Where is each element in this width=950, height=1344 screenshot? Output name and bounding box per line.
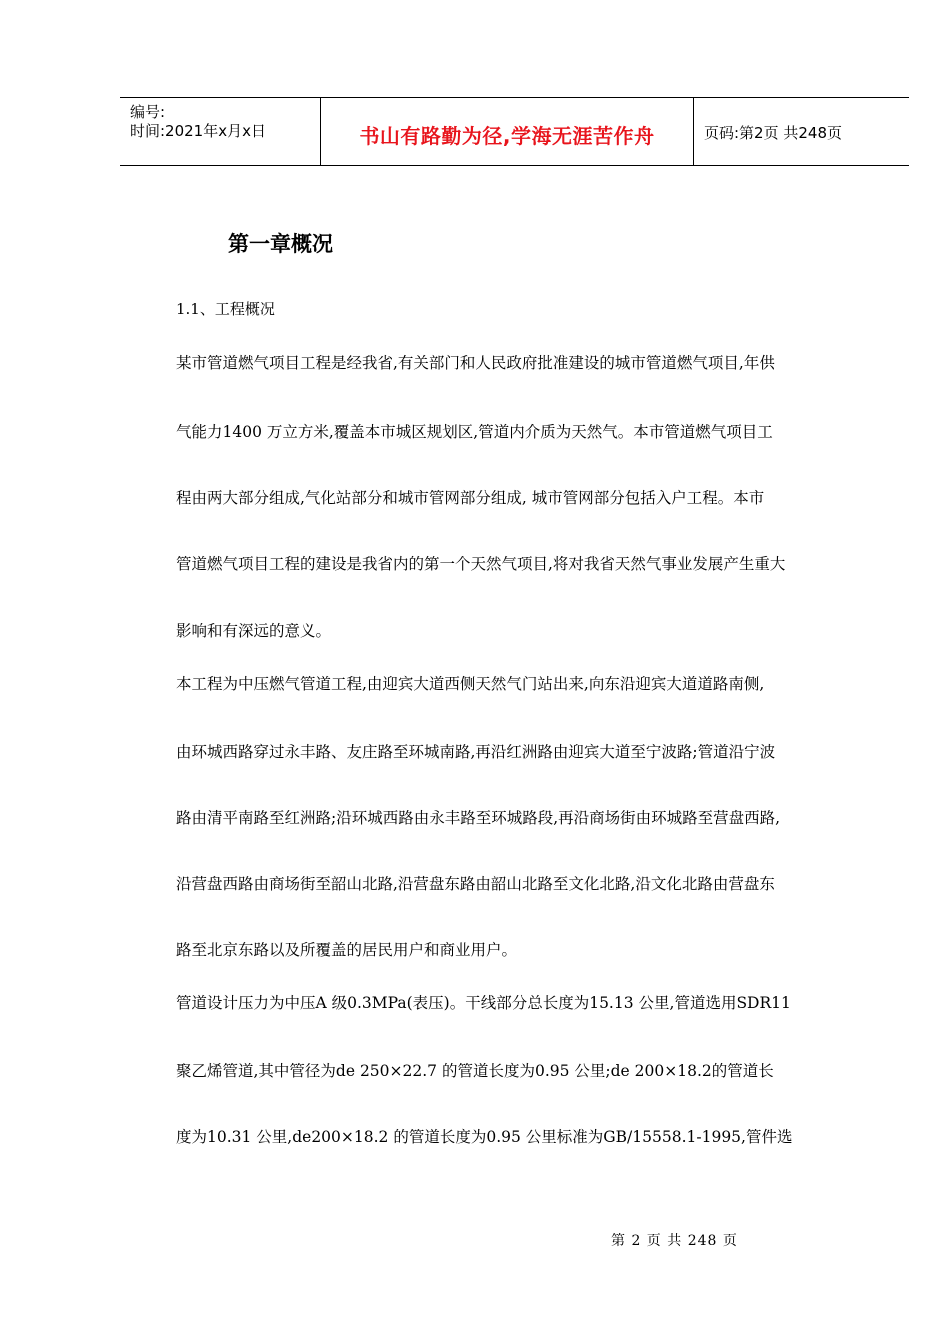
body-line: 路至北京东路以及所覆盖的居民用户和商业用户。 bbox=[176, 941, 518, 959]
body-line: 某市管道燃气项目工程是经我省,有关部门和人民政府批准建设的城市管道燃气项目,年供 bbox=[176, 354, 775, 372]
header-page-code: 页码:第2页 共248页 bbox=[704, 124, 842, 142]
body-line: 管道设计压力为中压A 级0.3MPa(表压)。干线部分总长度为15.13 公里,管道选用SDR11 bbox=[176, 994, 791, 1012]
body-line: 气能力1400 万立方米,覆盖本市城区规划区,管道内介质为天然气。本市管道燃气项目工 bbox=[176, 423, 773, 441]
body-line: 由环城西路穿过永丰路、友庄路至环城南路,再沿红洲路由迎宾大道至宁波路;管道沿宁波 bbox=[176, 743, 776, 761]
document-time: 时间:2021年x月x日 bbox=[130, 122, 266, 140]
chapter-title: 第一章概况 bbox=[228, 232, 333, 256]
body-line: 路由清平南路至红洲路;沿环城西路由永丰路至环城路段,再沿商场街由环城路至营盘西路, bbox=[176, 809, 781, 827]
body-line: 聚乙烯管道,其中管径为de 250×22.7 的管道长度为0.95 公里;de 200×18.2的管道长 bbox=[176, 1062, 774, 1080]
document-header bbox=[120, 97, 909, 166]
header-motto: 书山有路勤为径,学海无涯苦作舟 bbox=[359, 124, 655, 148]
body-line: 管道燃气项目工程的建设是我省内的第一个天然气项目,将对我省天然气事业发展产生重大 bbox=[176, 555, 786, 573]
body-line: 沿营盘西路由商场街至韶山北路,沿营盘东路由韶山北路至文化北路,沿文化北路由营盘东 bbox=[176, 875, 775, 893]
document-number-label: 编号: bbox=[130, 103, 166, 121]
body-line: 本工程为中压燃气管道工程,由迎宾大道西侧天然气门站出来,向东沿迎宾大道道路南侧, bbox=[176, 675, 765, 693]
body-line: 度为10.31 公里,de200×18.2 的管道长度为0.95 公里标准为GB/15558.1-1995,管件选 bbox=[176, 1128, 793, 1146]
header-motto-cell bbox=[321, 98, 694, 165]
header-meta-cell bbox=[120, 98, 321, 165]
page-footer: 第 2 页 共 248 页 bbox=[611, 1233, 738, 1249]
header-page-cell bbox=[694, 98, 909, 165]
body-line: 影响和有深远的意义。 bbox=[176, 622, 332, 640]
body-line: 程由两大部分组成,气化站部分和城市管网部分组成, 城市管网部分包括入户工程。本市 bbox=[176, 489, 765, 507]
section-title: 1.1、工程概况 bbox=[176, 300, 275, 318]
